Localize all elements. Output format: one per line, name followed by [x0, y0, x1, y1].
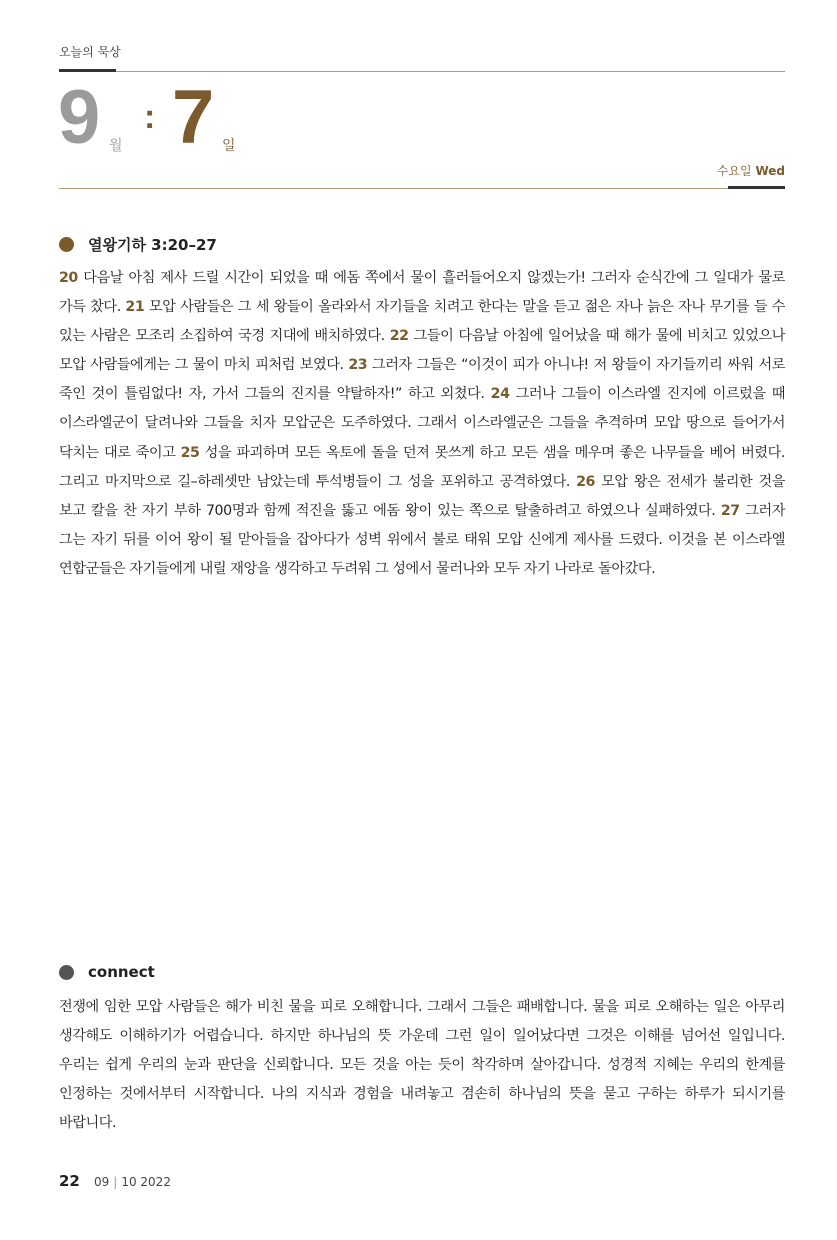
bullet-dot-icon: [59, 237, 74, 252]
scripture-reference: 열왕기하 3:20–27: [88, 236, 217, 254]
connect-heading: [59, 963, 155, 981]
verse-text: 다음날 아침 제사 드릴 시간이 되었을 때 에돔 쪽에서 물이 흘러들어오지 않겠는가! 그러자 순식간에 그 일대가 물로 가득 찼다.: [59, 270, 785, 316]
verse-number: 23: [348, 357, 368, 374]
verse-number: 26: [576, 473, 595, 490]
verse-number: 21: [125, 299, 145, 316]
header-rule-accent: [59, 69, 116, 72]
verse-text: 그들이 다음날 아침에 일어났을 때 해가 물에 비치고 있었으나 모압 사람들에게는 그 물이 마치 피처럼 보였다.: [59, 328, 785, 374]
verse-number: 22: [389, 328, 409, 345]
scripture-body: [59, 264, 785, 584]
connect-title: connect: [88, 963, 155, 981]
scripture-heading: [59, 234, 217, 255]
verse-text: 그러자 그들은 “이것이 피가 아니냐! 저 왕들이 자기들끼리 싸워 서로 죽인 것이 틀림없다! 자, 가서 그들의 진지를 약탈하자!” 하고 외쳤다.: [59, 357, 785, 403]
page-number: 22: [59, 1172, 80, 1190]
verse-number: 27: [720, 502, 740, 519]
date-month-unit: 월: [109, 138, 123, 154]
date-colon: :: [144, 98, 156, 136]
section-label: 오늘의 묵상: [59, 45, 121, 59]
header-rule: [59, 71, 785, 72]
issue-date: [94, 1175, 171, 1189]
weekday: [717, 162, 785, 179]
verse-text: 모압 사람들은 그 세 왕들이 올라와서 자기들을 치려고 한다는 말을 듣고 젊은 자나 늙은 자나 무기를 들 수 있는 사람은 모조리 소집하여 국경 지대에 배치하였다.: [59, 299, 786, 345]
verse-number: 20: [59, 270, 78, 286]
issue-month: 09: [94, 1175, 110, 1189]
verse-text: 성을 파괴하며 모든 옥토에 돌을 던져 못쓰게 하고 모든 샘을 메우며 좋은 나무들을 베어 버렸다. 그리고 마지막으로 길–하레셋만 남았는데 투석병들이 그 성을 포위하고 공격하였다.: [59, 444, 785, 490]
bullet-dot-icon: [59, 965, 74, 980]
issue-year: 10 2022: [121, 1175, 171, 1189]
weekday-rule: [59, 188, 785, 189]
date-month: 9: [58, 75, 101, 160]
divider: |: [113, 1175, 118, 1189]
date-day-unit: 일: [222, 138, 236, 154]
verse-number: 24: [490, 386, 510, 403]
verse-text: 그러나 그들이 이스라엘 진지에 이르렀을 때 이스라엘군이 달려나와 그들을 치자 모압군은 도주하였다. 그래서 이스라엘군은 그들을 추격하며 모압 땅으로 들어가서 닥치는 대로 죽이고: [59, 386, 786, 461]
date-day: 7: [172, 75, 215, 160]
weekday-en: Wed: [755, 164, 785, 178]
verse-number: 25: [180, 444, 200, 461]
weekday-rule-accent: [728, 186, 785, 189]
weekday-ko: 수요일: [716, 164, 752, 178]
verse-text: 모압 왕은 전세가 불리한 것을 보고 칼을 찬 자기 부하 700명과 함께 적진을 뚫고 에돔 왕이 있는 쪽으로 탈출하려고 하였으나 실패하였다.: [59, 473, 785, 519]
verse-text: 그러자 그는 자기 뒤를 이어 왕이 될 맏아들을 잡아다가 성벽 위에서 불로 태워 모압 신에게 제사를 드렸다. 이것을 본 이스라엘 연합군들은 자기들에게 내릴 재앙을 생각하고 두려워 그 성에서 물러나와 모두 자기 나라로 돌아갔다.: [59, 502, 785, 577]
connect-body: 전쟁에 임한 모압 사람들은 해가 비친 물을 피로 오해합니다. 그래서 그들은 패배합니다. 물을 피로 오해하는 일은 아무리 생각해도 이해하기가 어렵습니다. 하지만 하나님의 뜻 가운데 그런 일이 일어났다면 그것은 이해를 넘어선 일입니다. 우리는 쉽게 우리의 눈과 판단을 신뢰합니다. 모든 것을 아는 듯이 착각하며 살아갑니다. 성경적 지혜는 우리의 한계를 인정하는 것에서부터 시작합니다. 나의 지식과 경험을 내려놓고 겸손히 하나님의 뜻을 묻고 구하는 하루가 되시기를 바랍니다.: [59, 999, 785, 1132]
